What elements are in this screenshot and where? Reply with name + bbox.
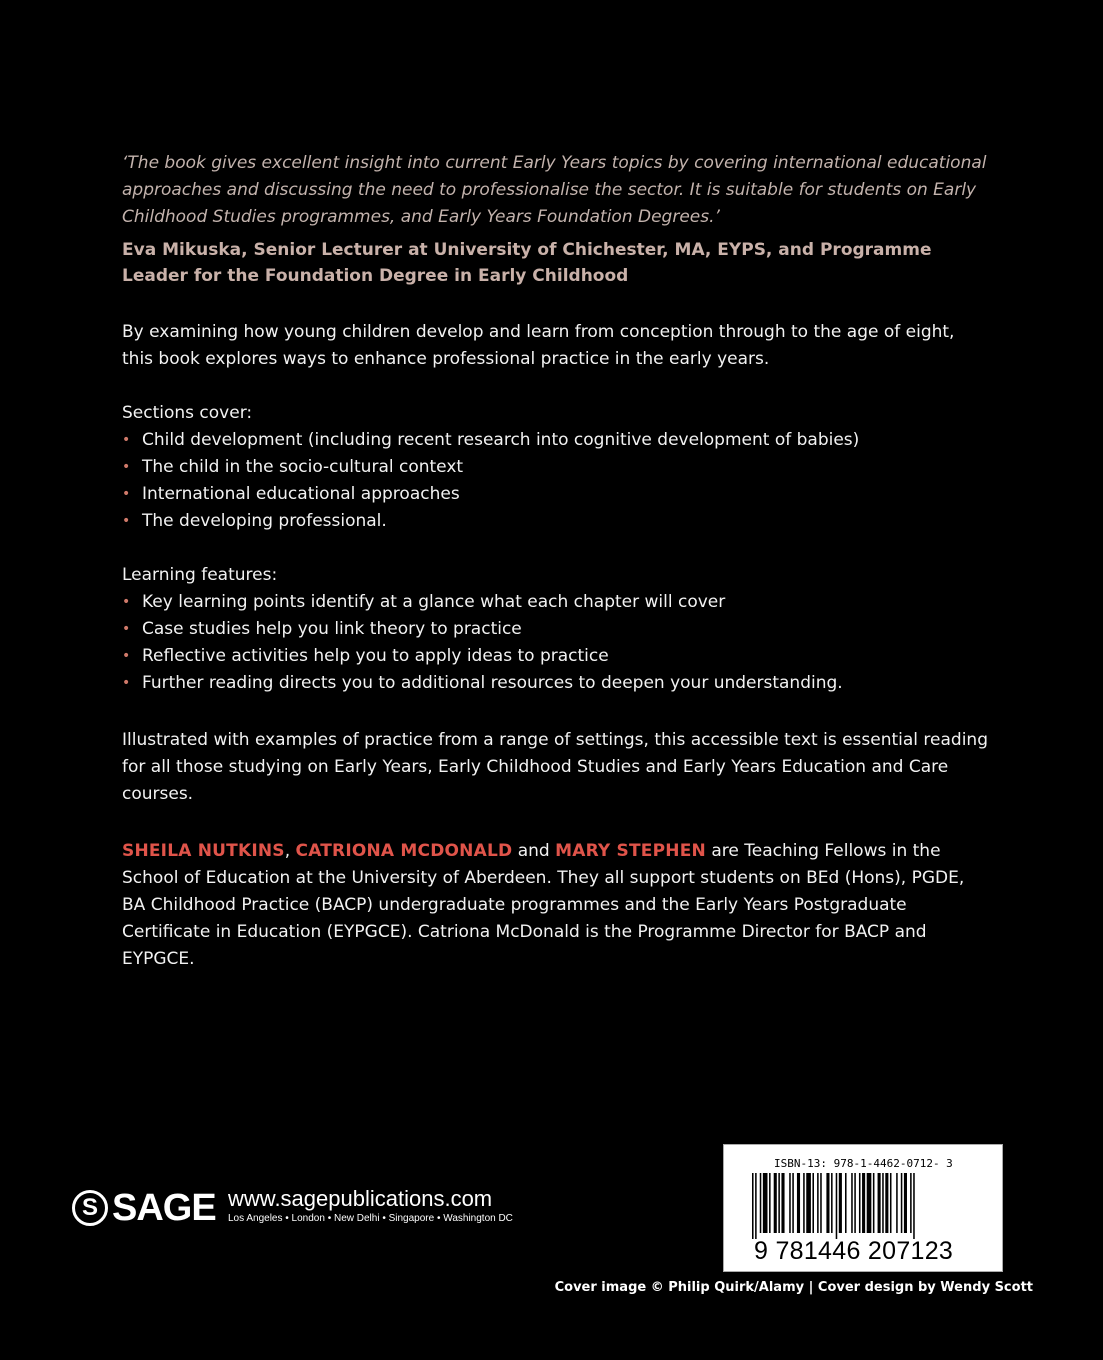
learning-features-title: Learning features: [122, 565, 278, 585]
author-bio: SHEILA NUTKINS, CATRIONA MCDONALD and MARY STEPHEN are Teaching Fellows in the School of Education at the University of Aberdeen. They all support students on BEd (Hons), PGDE, BA Childhood Practice (BACP) undergraduate programmes and the Early Years Postgraduate Certificate in Education (EYPGCE). Catriona McDonald is the Programme Director for BACP and EYPGCE. [122, 841, 965, 969]
bullet-icon: • [122, 432, 131, 448]
publisher-info [228, 1186, 513, 1226]
cover-credits: Cover image © Philip Quirk/Alamy | Cover design by Wendy Scott [554, 1280, 1033, 1295]
back-cover-text [122, 150, 988, 973]
bullet-icon: • [122, 459, 131, 475]
sections-list [122, 427, 988, 535]
author-name: SHEILA NUTKINS [122, 841, 285, 861]
list-item: • The child in the socio-cultural context [122, 454, 988, 481]
isbn-label: ISBN-13: 978-1-4462-0712- 3 [774, 1157, 953, 1170]
publisher-url: www.sagepublications.com [228, 1186, 493, 1211]
bullet-icon: • [122, 648, 131, 664]
bullet-icon: • [122, 621, 131, 637]
review-quote: ‘The book gives excellent insight into current Early Years topics by covering international educational approaches and discussing the need to professionalise the sector. It is suitable for students on Early Childhood Studies programmes, and Early Years Foundation Degrees.’ [122, 153, 987, 227]
isbn-barcode [723, 1144, 1003, 1272]
intro-paragraph: By examining how young children develop and learn from conception through to the age of eight, this book explores ways to enhance professional practice in the early years. [122, 322, 955, 369]
list-item: • Key learning points identify at a glance what each chapter will cover [122, 589, 988, 616]
barcode-icon [752, 1173, 976, 1239]
bullet-icon: • [122, 594, 131, 610]
sage-logo [72, 1186, 216, 1230]
bullet-icon: • [122, 513, 131, 529]
list-item: • International educational approaches [122, 481, 988, 508]
closing-paragraph: Illustrated with examples of practice from a range of settings, this accessible text is essential reading for all those studying on Early Years, Early Childhood Studies and Early Years Education and Care courses. [122, 730, 988, 804]
sections-title: Sections cover: [122, 403, 253, 423]
learning-features-list [122, 589, 988, 697]
list-item: • Reflective activities help you to apply ideas to practice [122, 643, 988, 670]
list-item: • Child development (including recent research into cognitive development of babies) [122, 427, 988, 454]
list-item: • Case studies help you link theory to practice [122, 616, 988, 643]
barcode-digits: 9 781446 207123 [754, 1237, 954, 1265]
author-name: MARY STEPHEN [555, 841, 706, 861]
publisher-cities: Los Angeles • London • New Delhi • Singapore • Washington DC [228, 1213, 513, 1224]
author-name: CATRIONA MCDONALD [295, 841, 513, 861]
list-item: • The developing professional. [122, 508, 988, 535]
bullet-icon: • [122, 486, 131, 502]
bullet-icon: • [122, 675, 131, 691]
review-attribution: Eva Mikuska, Senior Lecturer at University of Chichester, MA, EYPS, and Programme Leader for the Foundation Degree in Early Childhood [122, 240, 932, 286]
sage-logo-icon: S [72, 1190, 108, 1226]
list-item: • Further reading directs you to additional resources to deepen your understanding. [122, 670, 988, 697]
sage-logo-text: SAGE [112, 1186, 216, 1229]
